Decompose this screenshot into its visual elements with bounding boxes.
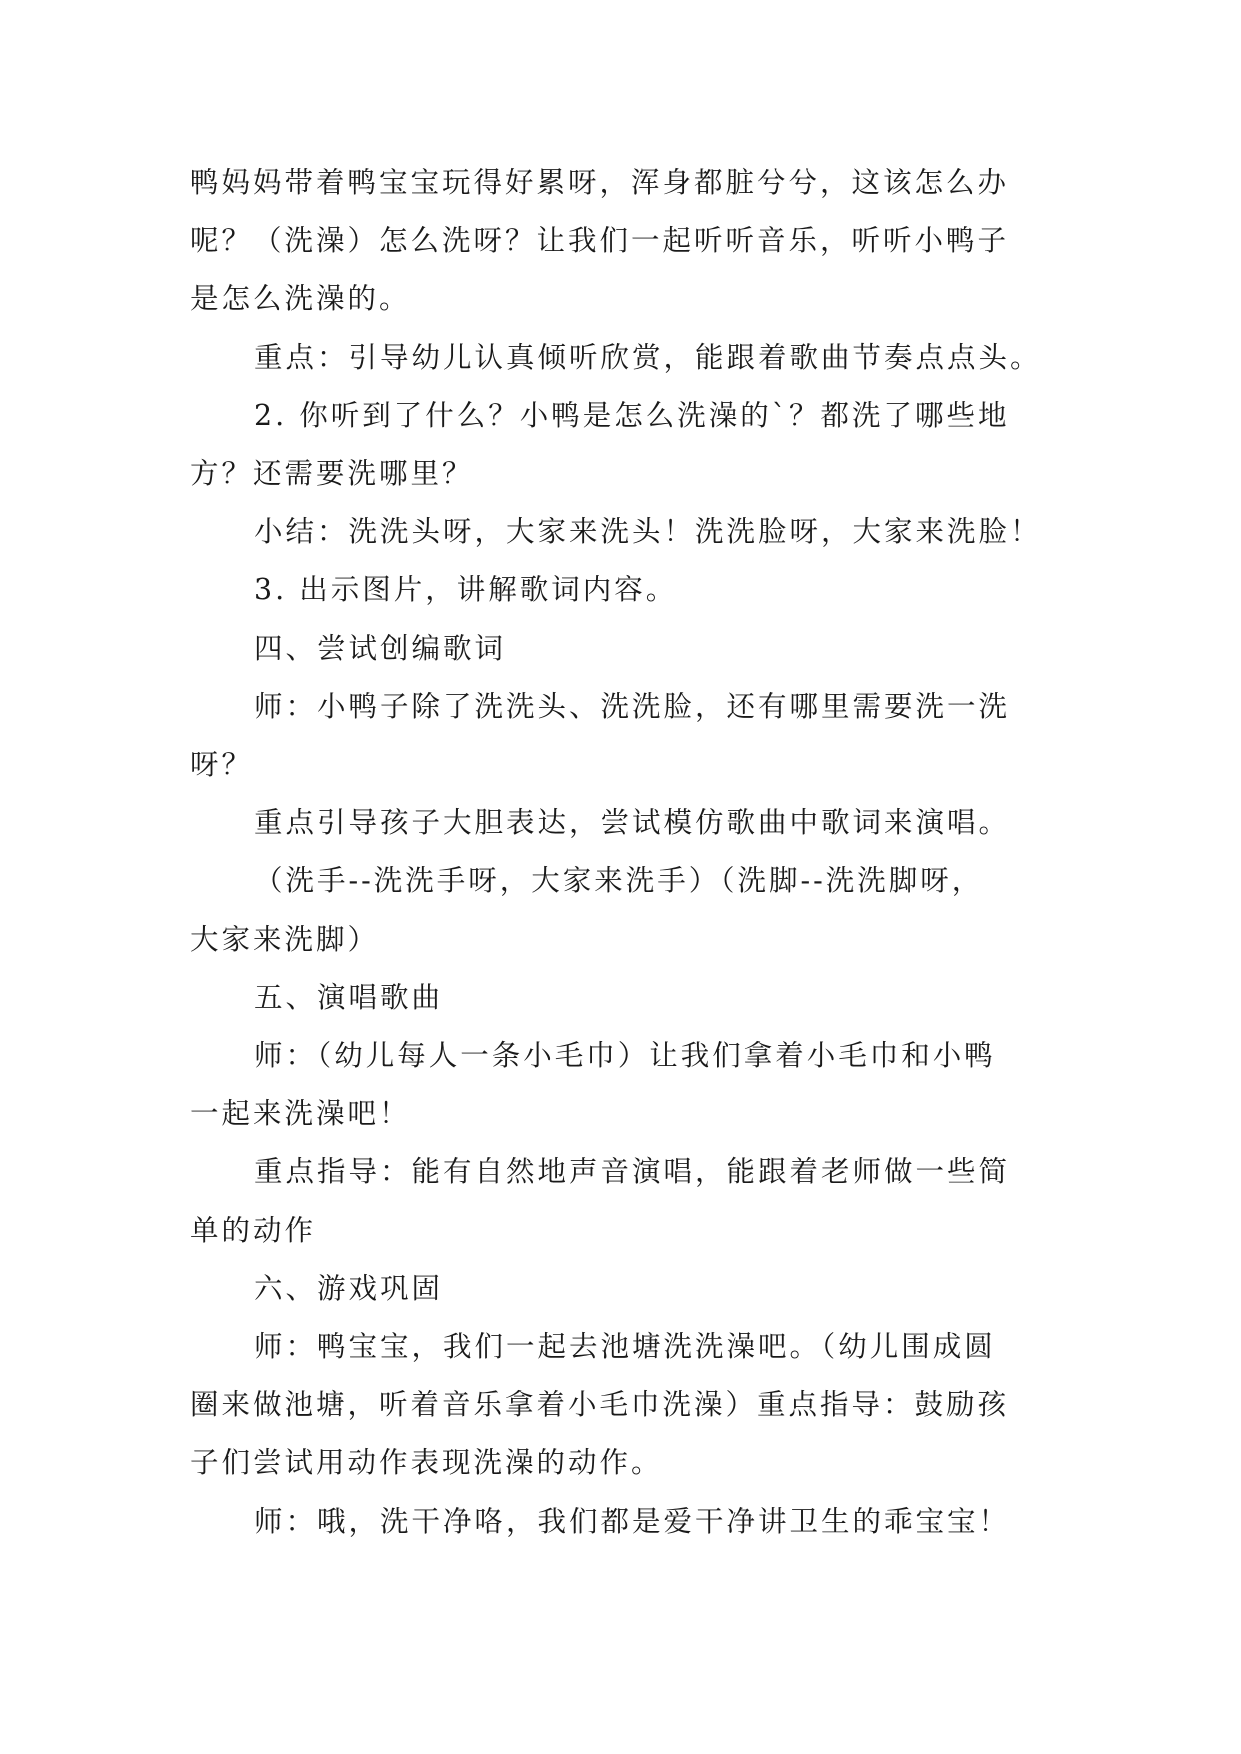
text-line: 重点指导：能有自然地声音演唱，能跟着老师做一些简 xyxy=(254,1155,1011,1189)
text-line: 圈来做池塘，听着音乐拿着小毛巾洗澡）重点指导：鼓励孩 xyxy=(190,1388,1010,1422)
text-line: 呢？（洗澡）怎么洗呀？让我们一起听听音乐，听听小鸭子 xyxy=(190,224,1010,258)
text-line: 子们尝试用动作表现洗澡的动作。 xyxy=(190,1446,663,1480)
text-line: 呀？ xyxy=(190,748,254,782)
text-line: 师：哦，洗干净咯，我们都是爱干净讲卫生的乖宝宝！ xyxy=(254,1504,1011,1538)
text-line: 方？还需要洗哪里？ xyxy=(190,457,474,491)
text-line: 师：（幼儿每人一条小毛巾）让我们拿着小毛巾和小鸭 xyxy=(254,1039,996,1073)
text-line: 小结：洗洗头呀，大家来洗头！洗洗脸呀，大家来洗脸！ xyxy=(254,515,1042,549)
section-heading: 四、尝试创编歌词 xyxy=(254,631,507,665)
text-line: 大家来洗脚） xyxy=(190,922,380,956)
text-line: 鸭妈妈带着鸭宝宝玩得好累呀，浑身都脏兮兮，这该怎么办 xyxy=(190,166,1010,199)
text-line: 3. 出示图片，讲解歌词内容。 xyxy=(254,573,678,607)
section-heading: 六、游戏巩固 xyxy=(254,1271,444,1305)
section-heading: 五、演唱歌曲 xyxy=(254,980,444,1014)
text-line: 2. 你听到了什么？小鸭是怎么洗澡的`？都洗了哪些地 xyxy=(254,398,1010,432)
text-line: 师：小鸭子除了洗洗头、洗洗脸，还有哪里需要洗一洗 xyxy=(254,689,1011,723)
text-line: 重点引导孩子大胆表达，尝试模仿歌曲中歌词来演唱。 xyxy=(254,806,1011,840)
text-line: 单的动作 xyxy=(190,1213,317,1247)
document-body xyxy=(190,154,1050,1551)
text-line: 重点：引导幼儿认真倾听欣赏，能跟着歌曲节奏点点头。 xyxy=(254,340,1042,374)
text-line: 师：鸭宝宝，我们一起去池塘洗洗澡吧。（幼儿围成圆 xyxy=(254,1330,996,1364)
text-line: （洗手--洗洗手呀，大家来洗手）（洗脚--洗洗脚呀， xyxy=(254,864,984,898)
text-line: 是怎么洗澡的。 xyxy=(190,282,411,316)
text-line: 一起来洗澡吧！ xyxy=(190,1097,411,1131)
